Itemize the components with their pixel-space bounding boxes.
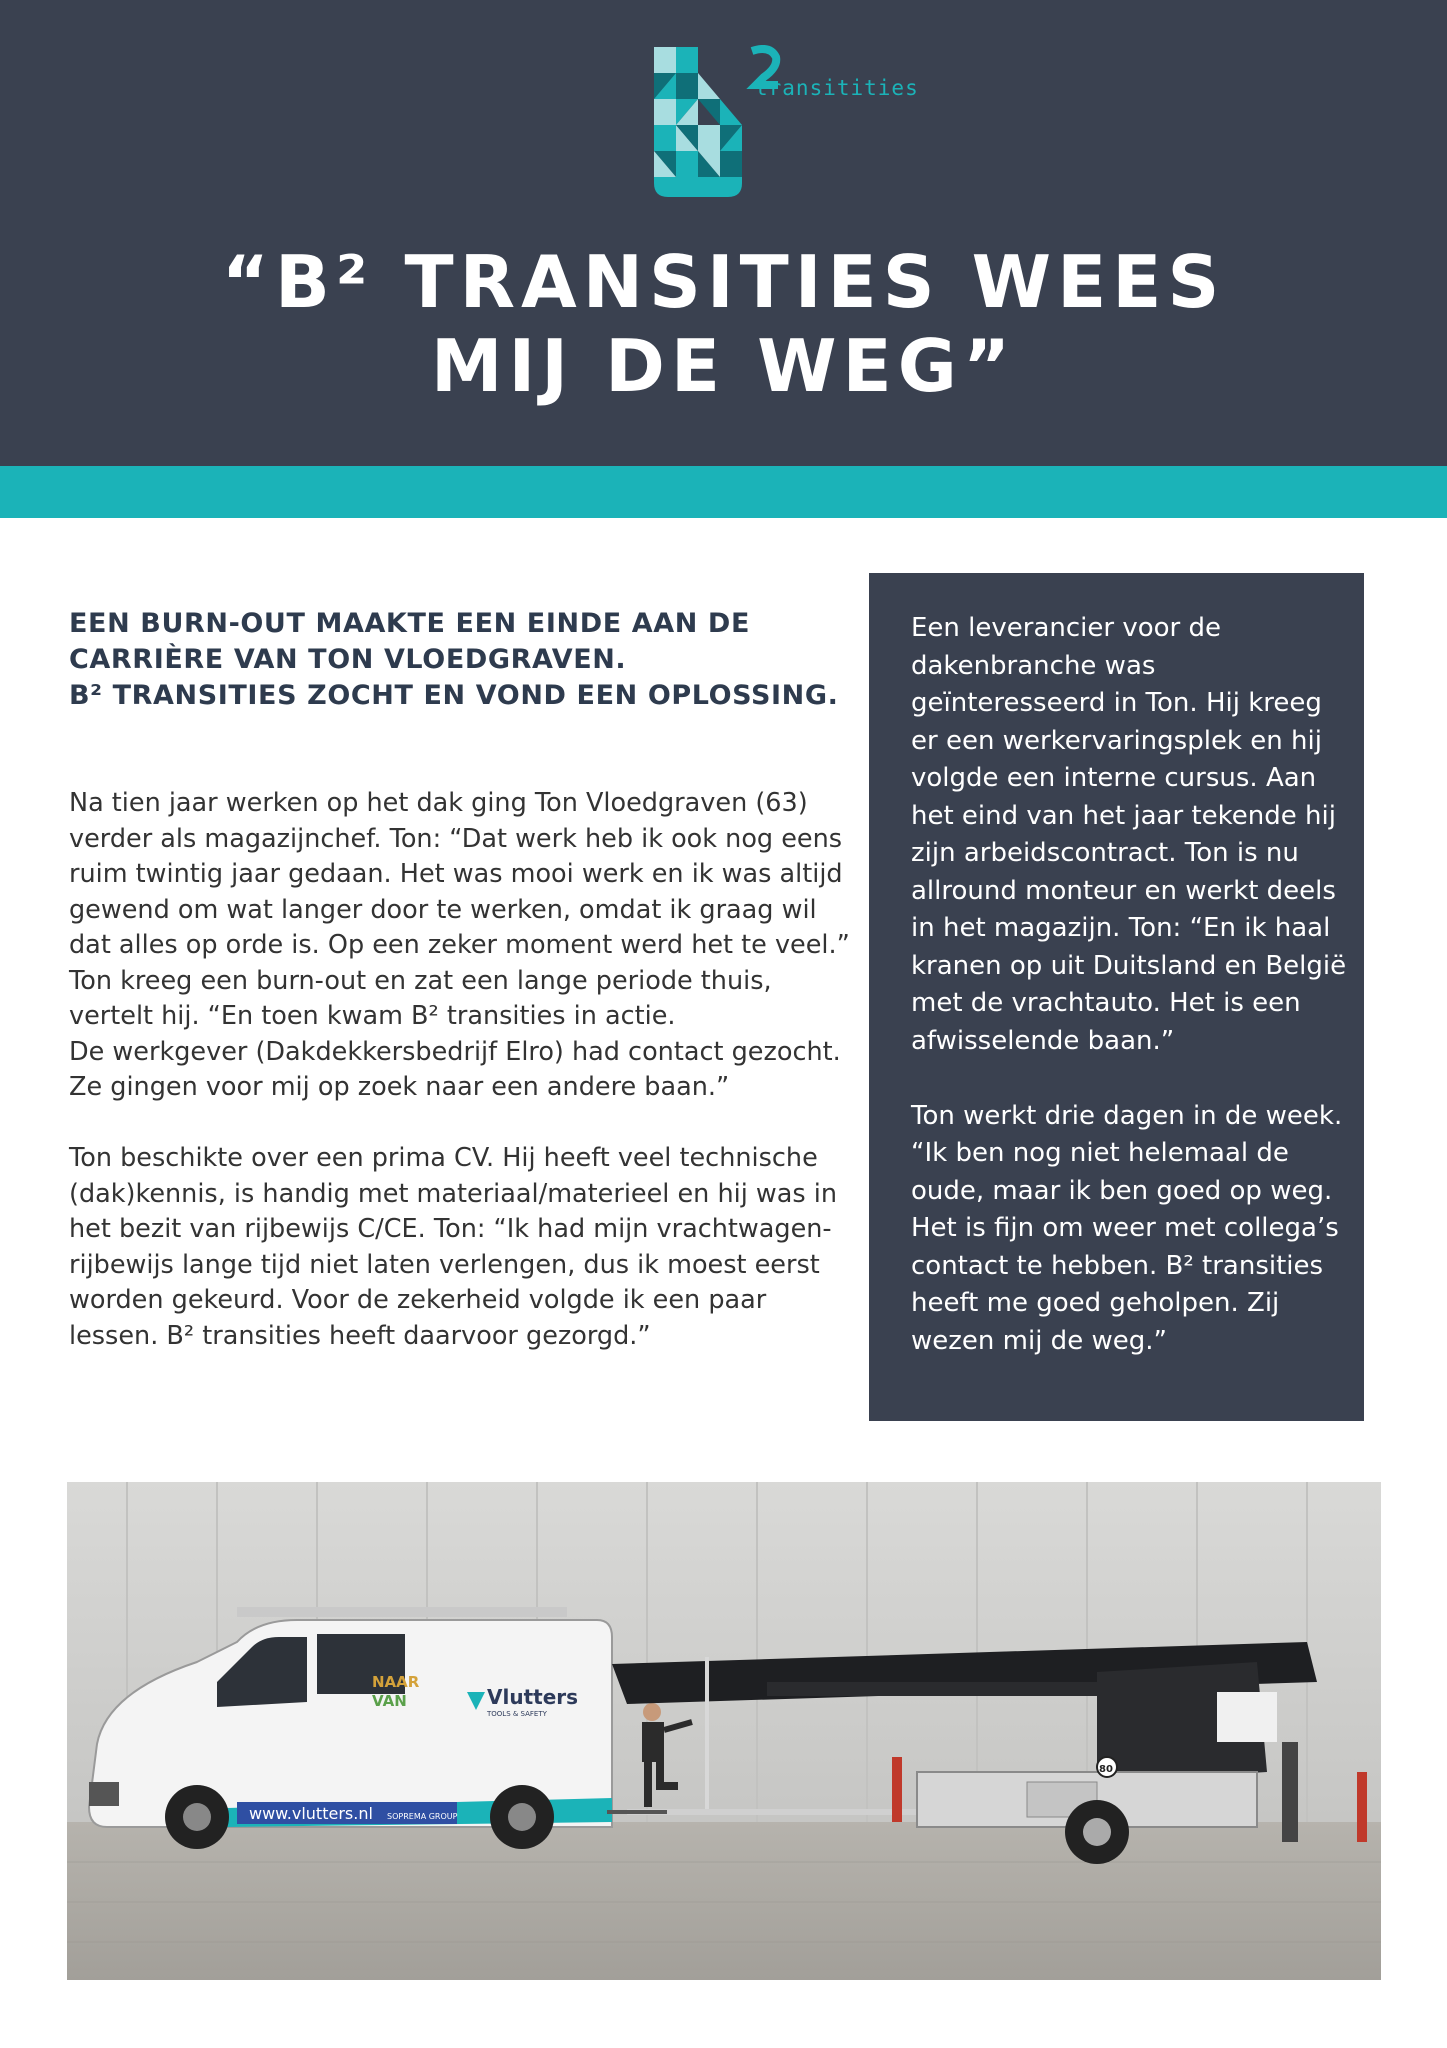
sidebox-line: wezen mij de weg.” bbox=[911, 1325, 1167, 1356]
van-brand: Vlutters bbox=[487, 1685, 579, 1709]
sidebox-text bbox=[911, 610, 1351, 1360]
van-url-sub: SOPREMA GROUP bbox=[387, 1812, 458, 1821]
lead-paragraph bbox=[69, 606, 859, 714]
sidebox-line: oude, maar ik ben goed op weg. bbox=[911, 1175, 1333, 1206]
article-body bbox=[69, 786, 869, 1354]
body-line: ruim twintig jaar gedaan. Het was mooi werk en ik was altijd bbox=[69, 859, 843, 889]
lead-line: CARRIÈRE VAN TON VLOEDGRAVEN. bbox=[69, 644, 627, 675]
sidebox-line: allround monteur en werkt deels bbox=[911, 875, 1336, 906]
van-url: www.vlutters.nl bbox=[249, 1804, 373, 1823]
body-line: De werkgever (Dakdekkersbedrijf Elro) had contact gezocht. bbox=[69, 1036, 841, 1067]
sidebox-line: in het magazijn. Ton: “En ik haal bbox=[911, 913, 1331, 943]
logo-wordmark: transitities bbox=[755, 76, 919, 100]
sidebox-line: geïnteresseerd in Ton. Hij kreeg bbox=[911, 688, 1322, 718]
body-line: het bezit van rijbewijs C/CE. Ton: “Ik had mijn vrachtwagen- bbox=[69, 1214, 832, 1244]
page-title bbox=[0, 240, 1447, 408]
sidebox-line: dakenbranche was bbox=[911, 650, 1156, 681]
van-sticker-2: VAN bbox=[372, 1692, 407, 1710]
body-line: lessen. B² transities heeft daarvoor gezorgd.” bbox=[69, 1320, 651, 1351]
sidebox-line: contact te hebben. B² transities bbox=[911, 1250, 1324, 1281]
van-brand-sub: TOOLS & SAFETY bbox=[487, 1710, 547, 1718]
b2-transities-logo bbox=[652, 45, 897, 200]
body-line: vertelt hij. “En toen kwam B² transities in actie. bbox=[69, 1001, 676, 1031]
title-line: MIJ DE WEG” bbox=[430, 324, 1017, 408]
body-line: Ze gingen voor mij op zoek naar een andere baan.” bbox=[69, 1072, 730, 1102]
sidebox-line: afwisselende baan.” bbox=[911, 1025, 1175, 1056]
sidebox-line: Een leverancier voor de bbox=[911, 613, 1221, 643]
body-line: worden gekeurd. Voor de zekerheid volgde ik een paar bbox=[69, 1285, 767, 1315]
sidebox-line: heeft me goed geholpen. Zij bbox=[911, 1288, 1280, 1318]
sidebox-line: volgde een interne cursus. Aan bbox=[911, 763, 1317, 793]
teal-accent-band bbox=[0, 466, 1447, 518]
body-line: rijbewijs lange tijd niet laten verlengen, dus ik moest eerst bbox=[69, 1249, 820, 1280]
sidebox-line: zijn arbeidscontract. Ton is nu bbox=[911, 838, 1299, 868]
sidebox-line: Ton werkt drie dagen in de week. bbox=[911, 1100, 1343, 1131]
sidebox-line: kranen op uit Duitsland en België bbox=[911, 950, 1347, 981]
sidebox-line: Het is fijn om weer met collega’s bbox=[911, 1213, 1339, 1243]
sidebox-line: “Ik ben nog niet helemaal de bbox=[911, 1138, 1289, 1168]
body-line: Ton beschikte over een prima CV. Hij heeft veel technische bbox=[69, 1143, 818, 1173]
van-sticker-1: NAAR bbox=[372, 1673, 420, 1691]
lead-line: EEN BURN-OUT MAAKTE EEN EINDE AAN DE bbox=[69, 608, 750, 639]
body-line: Na tien jaar werken op het dak ging Ton Vloedgraven (63) bbox=[69, 788, 808, 818]
body-line: gewend om wat langer door te werken, omdat ik graag wil bbox=[69, 894, 817, 925]
sidebox-line: er een werkervaringsplek en hij bbox=[911, 725, 1322, 756]
sidebox-line: het eind van het jaar tekende hij bbox=[911, 800, 1336, 831]
body-line: Ton kreeg een burn-out en zat een lange periode thuis, bbox=[69, 965, 772, 996]
van-and-crane-photo bbox=[67, 1482, 1381, 1980]
crane-speed-badge: 80 bbox=[1099, 1764, 1113, 1775]
title-line: “B² TRANSITIES WEES bbox=[221, 240, 1226, 324]
lead-line: B² TRANSITIES ZOCHT EN VOND EEN OPLOSSING. bbox=[69, 680, 839, 711]
body-line: (dak)kennis, is handig met materiaal/materieel en hij was in bbox=[69, 1178, 838, 1209]
sidebox-line: met de vrachtauto. Het is een bbox=[911, 988, 1301, 1018]
body-line: dat alles op orde is. Op een zeker moment werd het te veel.” bbox=[69, 930, 850, 960]
body-line: verder als magazijnchef. Ton: “Dat werk heb ik ook nog eens bbox=[69, 823, 843, 854]
